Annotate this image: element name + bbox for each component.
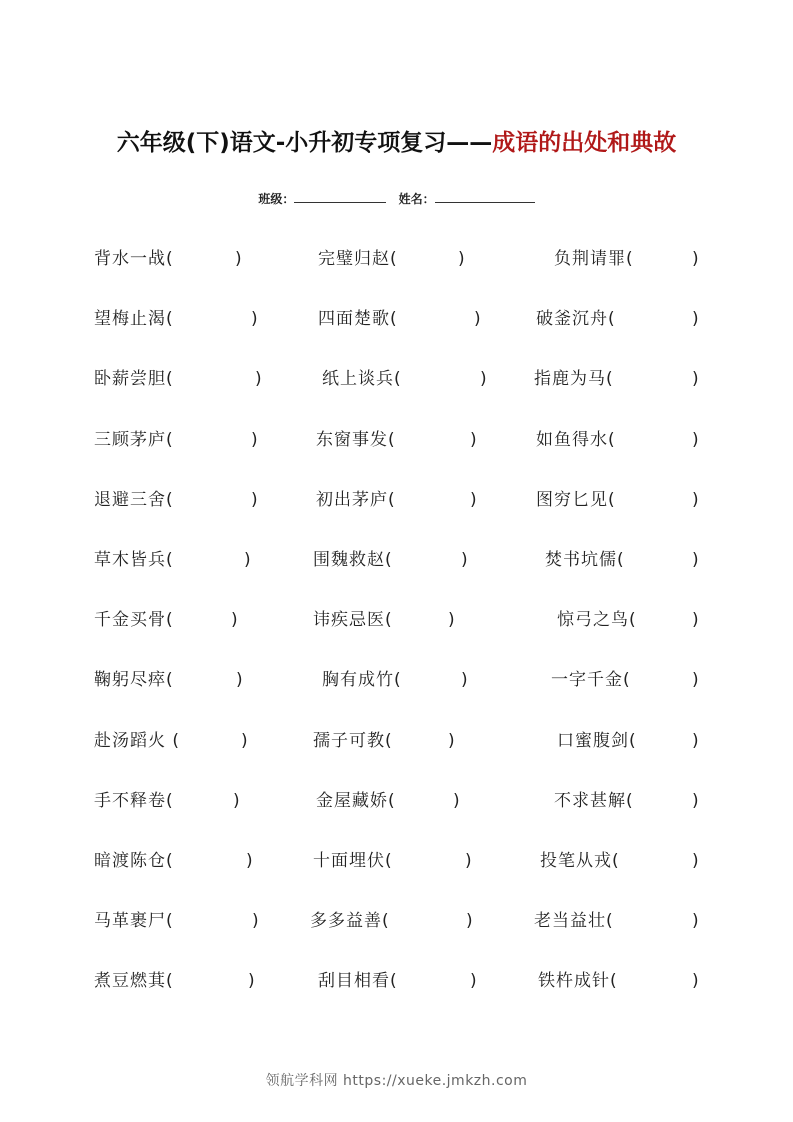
answer-blank[interactable] [631,667,692,693]
closing-paren: ) [692,730,700,751]
closing-paren: ) [692,369,700,390]
answer-blank[interactable] [637,728,692,754]
closing-paren: ) [248,971,256,992]
answer-blank[interactable] [398,968,470,994]
idiom-text: 赴汤蹈火 ( [94,730,181,751]
closing-paren: ) [692,850,700,871]
idiom-text: 负荆请罪( [554,249,634,269]
idiom-row [0,908,793,968]
closing-paren: ) [244,549,252,570]
closing-paren: ) [461,549,469,570]
idiom-text: 三顾茅庐( [94,429,174,450]
answer-blank[interactable] [393,547,461,573]
answer-blank[interactable] [634,788,692,814]
idiom-text: 卧薪尝胆( [94,369,174,390]
closing-paren: ) [692,911,700,932]
answer-blank[interactable] [625,547,692,573]
closing-paren: ) [461,670,469,691]
answer-blank[interactable] [614,908,692,934]
closing-paren: ) [474,309,482,330]
idiom-text: 焚书坑儒( [545,549,625,570]
answer-blank[interactable] [174,667,236,693]
idiom-text: 望梅止渴( [94,309,174,330]
idiom-text: 马革裹尸( [94,911,174,932]
class-blank[interactable] [294,190,386,203]
idiom-text: 投笔从戎( [540,850,620,871]
name-blank[interactable] [435,190,535,203]
footer-watermark: 领航学科网 https://xueke.jmkzh.com [265,1073,528,1089]
idiom-row [0,306,793,366]
idiom-text: 口蜜腹剑( [557,730,637,751]
closing-paren: ) [692,309,700,330]
answer-blank[interactable] [402,667,461,693]
idiom-row [0,667,793,727]
answer-blank[interactable] [396,487,470,513]
answer-blank[interactable] [174,246,235,272]
closing-paren: ) [465,850,473,871]
idiom-text: 讳疾忌医( [313,610,393,631]
idiom-row [0,728,793,788]
idiom-text: 暗渡陈仓( [94,850,174,871]
idiom-text: 胸有成竹( [322,670,402,691]
idiom-text: 煮豆燃萁( [94,971,174,992]
answer-blank[interactable] [614,366,692,392]
closing-paren: ) [246,850,254,871]
idiom-grid [0,246,793,1028]
closing-paren: ) [466,911,474,932]
closing-paren: ) [233,790,241,811]
idiom-text: 一字千金( [551,670,631,691]
idiom-text: 如鱼得水( [536,429,616,450]
idiom-row [0,427,793,487]
answer-blank[interactable] [174,728,241,754]
answer-blank[interactable] [174,427,251,453]
idiom-text: 纸上谈兵( [322,369,402,390]
closing-paren: ) [692,971,700,992]
answer-blank[interactable] [174,306,251,332]
closing-paren: ) [235,249,243,269]
idiom-text: 孺子可教( [313,730,393,751]
answer-blank[interactable] [402,366,480,392]
answer-blank[interactable] [618,968,692,994]
closing-paren: ) [480,369,488,390]
answer-blank[interactable] [398,246,458,272]
idiom-text: 完璧归赵( [318,249,398,269]
closing-paren: ) [692,670,700,691]
answer-blank[interactable] [174,607,231,633]
answer-blank[interactable] [174,848,246,874]
idiom-row [0,968,793,1028]
answer-blank[interactable] [393,607,448,633]
idiom-text: 老当益壮( [534,911,614,932]
idiom-row [0,366,793,426]
class-label: 班级： [258,192,295,206]
answer-blank[interactable] [174,547,244,573]
closing-paren: ) [231,610,239,631]
idiom-text: 惊弓之鸟( [557,610,637,631]
idiom-text: 刮目相看( [318,971,398,992]
idiom-text: 不求甚解( [554,790,634,811]
idiom-text: 千金买骨( [94,610,174,631]
closing-paren: ) [448,610,456,631]
closing-paren: ) [470,971,478,992]
closing-paren: ) [692,610,700,631]
title-main: 六年级(下)语文-小升初专项复习—— [116,130,493,156]
answer-blank[interactable] [174,487,251,513]
idiom-text: 手不释卷( [94,790,174,811]
closing-paren: ) [692,549,700,570]
closing-paren: ) [470,489,478,510]
closing-paren: ) [458,249,466,269]
idiom-row [0,547,793,607]
idiom-text: 四面楚歌( [318,309,398,330]
answer-blank[interactable] [393,728,448,754]
closing-paren: ) [251,309,259,330]
answer-blank[interactable] [174,968,248,994]
idiom-text: 指鹿为马( [534,369,614,390]
idiom-row [0,788,793,848]
idiom-text: 鞠躬尽瘁( [94,670,174,691]
closing-paren: ) [692,489,700,510]
closing-paren: ) [251,429,259,450]
idiom-row [0,487,793,547]
answer-blank[interactable] [398,306,474,332]
closing-paren: ) [470,429,478,450]
idiom-text: 破釜沉舟( [536,309,616,330]
closing-paren: ) [453,790,461,811]
answer-blank[interactable] [174,366,255,392]
idiom-text: 围魏救赵( [313,549,393,570]
answer-blank[interactable] [634,246,692,272]
closing-paren: ) [241,730,249,751]
closing-paren: ) [692,790,700,811]
student-info-line [0,190,793,207]
closing-paren: ) [251,489,259,510]
answer-blank[interactable] [620,848,692,874]
answer-blank[interactable] [396,427,470,453]
idiom-row [0,246,793,306]
closing-paren: ) [692,249,700,269]
name-label: 姓名： [398,192,435,206]
answer-blank[interactable] [616,487,692,513]
closing-paren: ) [255,369,263,390]
answer-blank[interactable] [616,306,692,332]
title-accent: 成语的出处和典故 [492,130,677,156]
answer-blank[interactable] [393,848,465,874]
idiom-text: 退避三舍( [94,489,174,510]
idiom-text: 图穷匕见( [536,489,616,510]
answer-blank[interactable] [174,788,233,814]
closing-paren: ) [692,429,700,450]
answer-blank[interactable] [616,427,692,453]
closing-paren: ) [236,670,244,691]
idiom-text: 多多益善( [310,911,390,932]
idiom-text: 初出茅庐( [316,489,396,510]
idiom-row [0,848,793,908]
idiom-text: 东窗事发( [316,429,396,450]
idiom-text: 十面埋伏( [313,850,393,871]
idiom-row [0,607,793,667]
idiom-text: 铁杵成针( [538,971,618,992]
idiom-text: 背水一战( [94,249,174,269]
answer-blank[interactable] [390,908,466,934]
answer-blank[interactable] [396,788,453,814]
page-title [0,124,793,157]
closing-paren: ) [252,911,260,932]
answer-blank[interactable] [637,607,692,633]
idiom-text: 草木皆兵( [94,549,174,570]
closing-paren: ) [448,730,456,751]
answer-blank[interactable] [174,908,252,934]
idiom-text: 金屋藏娇( [316,790,396,811]
